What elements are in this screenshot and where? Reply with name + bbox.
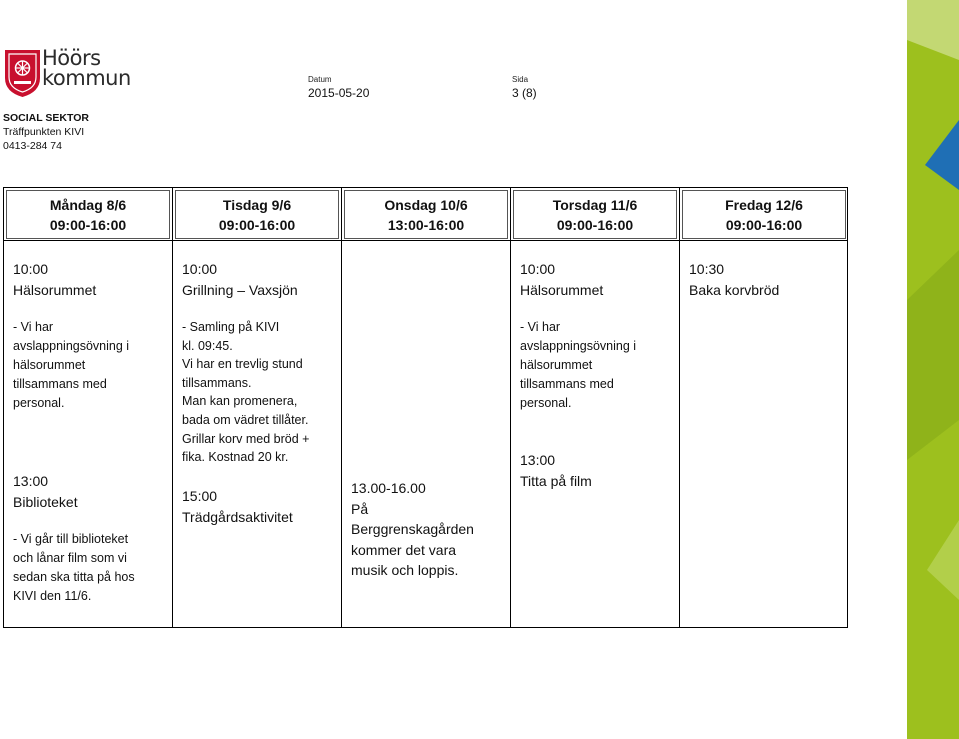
column-divider [172,188,173,627]
date-label: Datum [308,75,332,84]
date-value: 2015-05-20 [308,86,370,100]
thursday-description-1: - Vi har avslappningsövning i hälsorummet tillsammans med personal. [520,320,637,410]
day-header-tuesday: Tisdag 9/6 09:00-16:00 [175,190,339,239]
wednesday-activity: 13.00-16.00 På Berggrenskagården kommer det vara musik och loppis. [351,480,474,578]
day-header-friday: Fredag 12/6 09:00-16:00 [682,190,846,239]
department-name: SOCIAL SEKTOR [3,112,89,124]
day-header-monday: Måndag 8/6 09:00-16:00 [6,190,170,239]
tuesday-activity-1: 10:00 Grillning – Vaxsjön [182,261,298,298]
department-unit: Träffpunkten KIVI [3,126,85,138]
monday-description-2: - Vi går till biblioteket och lånar film som vi sedan ska titta på hos KIVI den 11/6. [13,532,135,603]
department-info [3,111,89,153]
column-divider [341,188,342,627]
column-divider [510,188,511,627]
friday-activity-1: 10:30 Baka korvbröd [689,261,780,298]
page-value: 3 (8) [512,86,537,100]
day-header-thursday: Torsdag 11/6 09:00-16:00 [513,190,677,239]
decorative-stripe-icon [907,0,959,739]
thursday-activity-2: 13:00 Titta på film [520,452,592,489]
schedule-table [3,187,848,628]
tuesday-activity-2: 15:00 Trädgårdsaktivitet [182,488,293,525]
monday-activity-1: 10:00 Hälsorummet [13,261,97,298]
column-divider [679,188,680,627]
tuesday-description-1: - Samling på KIVI kl. 09:45. Vi har en trevlig stund tillsammans. Man kan promenera, bada om vädret tillåter. Grillar korv med bröd + fika. Kostnad 20 kr. [182,320,310,465]
page-label: Sida [512,75,529,84]
department-phone: 0413-284 74 [3,140,62,152]
header-divider [4,240,847,241]
monday-activity-2: 13:00 Biblioteket [13,473,78,510]
kommun-wordmark: Höörs kommun [42,46,131,90]
thursday-activity-1: 10:00 Hälsorummet [520,261,604,298]
monday-description-1: - Vi har avslappningsövning i hälsorummet tillsammans med personal. [13,320,130,410]
day-header-wednesday: Onsdag 10/6 13:00-16:00 [344,190,508,239]
